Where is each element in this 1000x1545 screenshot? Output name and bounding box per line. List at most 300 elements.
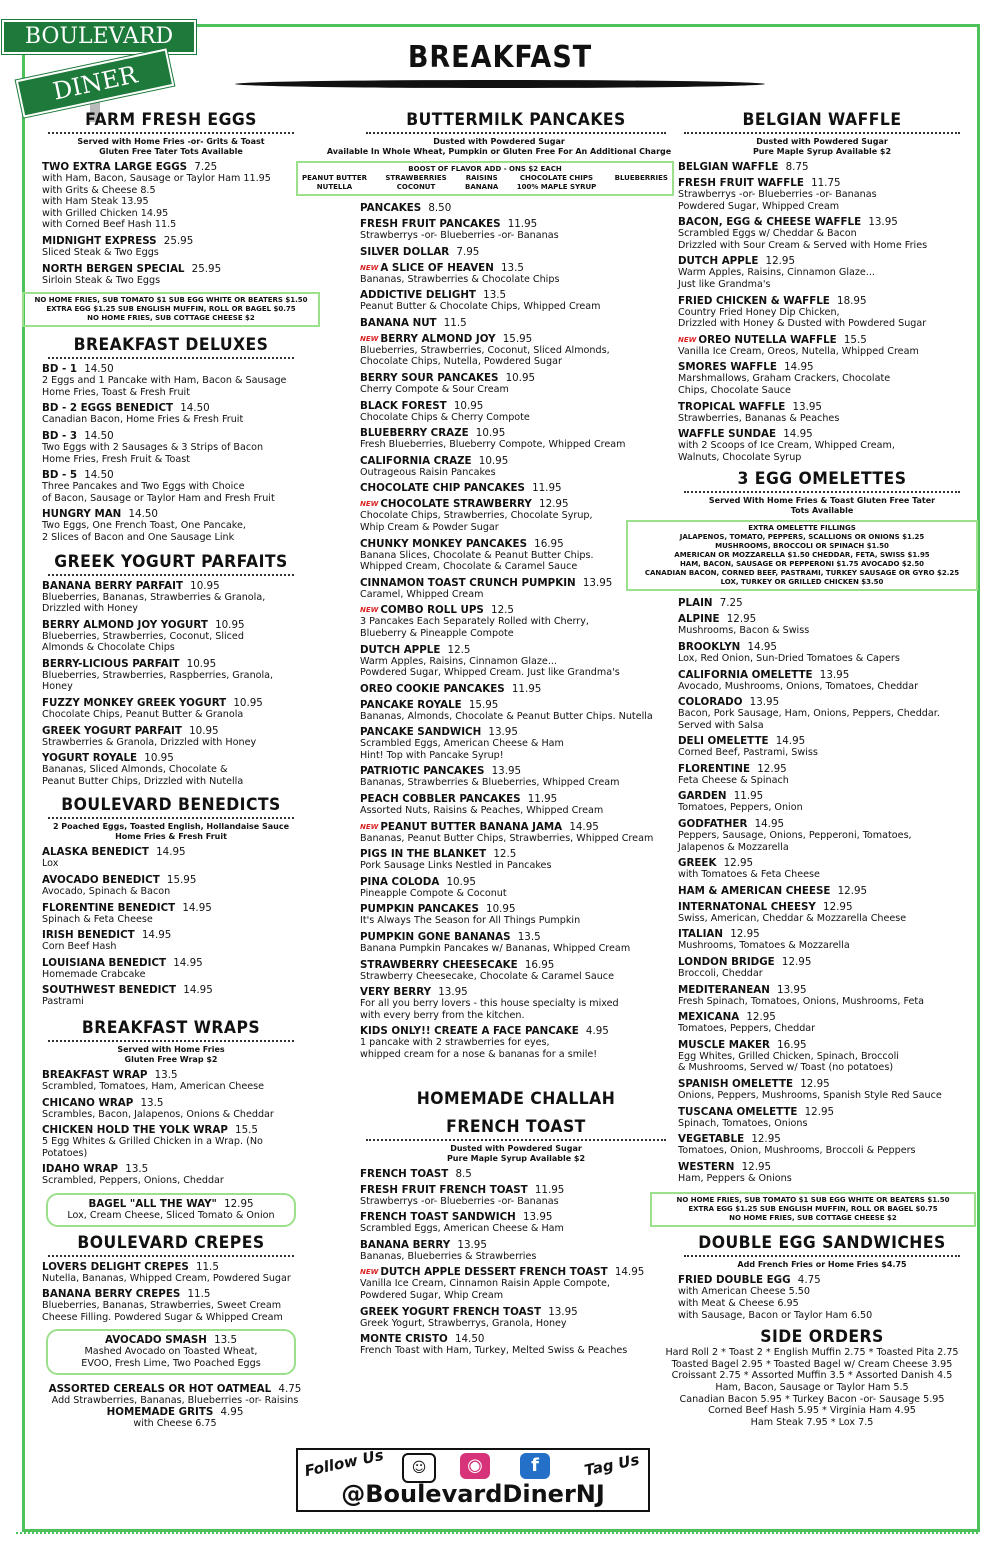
divider <box>48 132 294 134</box>
item-title: HOMEMADE GRITS <box>106 1406 214 1419</box>
menu-item <box>42 874 300 898</box>
item-price: 10.95 <box>189 724 219 737</box>
item-price: 14.95 <box>156 846 186 859</box>
item-price: 13.95 <box>777 983 807 996</box>
divider <box>48 574 294 576</box>
item-price: 13.95 <box>457 1238 487 1251</box>
item-price: 16.95 <box>777 1038 807 1051</box>
menu-item <box>360 1333 672 1357</box>
menu-list <box>42 363 300 543</box>
menu-item <box>42 619 300 654</box>
item-title: CINNAMON TOAST CRUNCH PUMPKIN <box>360 576 576 589</box>
section-heading: FRENCH TOAST <box>446 1116 586 1137</box>
divider <box>48 1255 294 1257</box>
item-title: FRIED CHICKEN & WAFFLE <box>678 294 830 307</box>
item-name <box>42 1069 300 1081</box>
item-price: 12.95 <box>746 1011 776 1024</box>
item-title: BD - 2 EGGS BENEDICT <box>42 402 174 415</box>
item-name <box>360 1306 672 1318</box>
item-desc: Spinach, Tomatoes, Onions <box>678 1117 808 1129</box>
item-desc: Ham, Peppers & Onions <box>678 1172 792 1184</box>
item-title: CHOCOLATE CHIP PANCAKES <box>360 482 525 495</box>
item-name <box>360 317 672 329</box>
item-desc: Chocolate Chips, Peanut Butter & Granola <box>42 709 244 721</box>
menu-item <box>42 469 300 504</box>
item-title: PIGS IN THE BLANKET <box>360 848 487 861</box>
item-title: STRAWBERRY CHEESECAKE <box>360 958 518 971</box>
menu-item <box>42 752 300 787</box>
item-desc: Drizzled with Sour Cream & Served with Home Fries <box>678 239 928 251</box>
item-title: HUNGRY MAN <box>42 508 122 521</box>
item-desc: with Grilled Chicken 14.95 <box>42 207 169 219</box>
item-desc: Powdered Sugar, Whipped Cream <box>678 200 840 212</box>
item-title: BLUEBERRY CRAZE <box>360 427 469 440</box>
item-price: 12.95 <box>751 1133 781 1146</box>
item-desc: with 2 Scoops of Ice Cream, Whipped Cream, <box>678 440 895 452</box>
boost-option: STRAWBERRIES <box>385 174 447 182</box>
sub-line: Gluten Free Tater Tots Available <box>99 147 243 156</box>
item-desc: Caramel, Whipped Cream <box>360 588 484 600</box>
item-title: CHICANO WRAP <box>42 1096 134 1109</box>
item-title: GREEK <box>678 857 717 870</box>
menu-item <box>42 1261 300 1285</box>
sub-line: Pure Maple Syrup Available $2 <box>752 147 892 156</box>
item-desc: Broccoli, Cheddar <box>678 968 763 980</box>
item-price: 16.95 <box>524 958 555 971</box>
menu-item <box>360 427 672 451</box>
item-desc: Peppers, Sausage, Onions, Pepperoni, Tomatoes, <box>678 830 912 842</box>
menu-item <box>678 857 966 881</box>
item-desc: Mushrooms, Tomatoes & Mozzarella <box>678 940 850 952</box>
item-desc: Greek Yogurt, Strawberrys, Granola, Honey <box>360 1317 567 1329</box>
item-title: FRENCH TOAST SANDWICH <box>360 1211 516 1224</box>
item-desc: Drizzled with Honey <box>42 603 138 615</box>
item-name <box>678 361 966 373</box>
sub-line: Home Fries & Fresh Fruit <box>115 832 227 842</box>
new-badge: NEW <box>360 500 379 509</box>
item-title: GODFATHER <box>678 818 748 831</box>
menu-item <box>360 793 672 817</box>
menu-item <box>360 1211 672 1235</box>
title-brush-stroke <box>235 80 765 88</box>
item-name <box>678 1133 966 1145</box>
menu-list <box>678 161 966 463</box>
item-name <box>678 790 966 802</box>
item-title: BROOKLYN <box>678 640 741 653</box>
item-desc: Peanut Butter & Chocolate Chips, Whipped Cream <box>360 301 601 313</box>
item-price: 12.95 <box>823 900 853 913</box>
item-title: BANANA BERRY CREPES <box>42 1288 181 1301</box>
text-line: NO HOME FRIES, SUB TOMATO $1 SUB EGG WHITE OR BEATERS $1.50 <box>34 296 308 305</box>
menu-list <box>360 1168 672 1357</box>
item-name <box>360 876 672 888</box>
item-title: BELGIAN WAFFLE <box>678 161 779 173</box>
item-name <box>360 1239 672 1251</box>
item-desc: Lox, Cream Cheese, Sliced Tomato & Onion <box>67 1209 275 1221</box>
menu-list <box>678 597 966 1184</box>
item-name <box>360 644 672 656</box>
item-price: 15.95 <box>502 332 533 345</box>
item-price: 11.5 <box>187 1288 211 1301</box>
item-price: 7.95 <box>456 245 480 258</box>
sub-line: 2 Poached Eggs, Toasted English, Hollandaise Sauce <box>52 822 290 832</box>
item-name <box>360 726 672 738</box>
item-title: PUMPKIN GONE BANANAS <box>360 931 511 944</box>
divider <box>48 817 294 819</box>
item-name <box>42 725 300 737</box>
boost-option: CHOCOLATE CHIPS <box>519 174 594 182</box>
item-title: DUTCH APPLE <box>678 255 759 268</box>
item-price: 13.95 <box>792 400 822 413</box>
boost-grid <box>302 174 668 192</box>
item-title: ALASKA BENEDICT <box>42 846 149 859</box>
item-desc: For all you berry lovers - this house specialty is mixed <box>360 998 619 1010</box>
section-subtitle <box>320 137 678 157</box>
item-name <box>678 597 966 609</box>
item-title: FLORENTINE <box>678 762 751 775</box>
item-desc: 2 Eggs and 1 Pancake with Ham, Bacon & Sausage <box>42 375 287 387</box>
item-name <box>360 986 672 998</box>
item-desc: Chips, Chocolate Sauce <box>678 384 791 396</box>
item-desc: Country Fried Honey Dip Chicken, <box>678 306 840 318</box>
item-desc: Scrambled, Tomatoes, Ham, American Cheese <box>42 1081 265 1092</box>
item-title: PEANUT BUTTER BANANA JAMA <box>380 820 563 833</box>
text-line: NO HOME FRIES, SUB TOMATO $1 SUB EGG WHITE OR BEATERS $1.50 <box>676 1196 950 1205</box>
menu-item <box>42 508 300 543</box>
boost-box <box>296 161 674 196</box>
menu-item <box>360 289 672 313</box>
menu-item <box>360 202 672 214</box>
item-desc: Scrambled Eggs w/ Cheddar & Bacon <box>678 228 857 240</box>
item-name <box>678 161 966 173</box>
item-name <box>360 400 672 412</box>
text-line: Corned Beef Hash 5.95 * Virginia Ham 4.95 <box>708 1405 916 1417</box>
item-price: 14.95 <box>614 1266 645 1279</box>
item-desc: Strawberrys -or- Blueberries -or- Bananas <box>678 189 877 200</box>
facebook-icon[interactable]: f <box>520 1453 550 1479</box>
item-desc: with Ham, Bacon, Sausage or Taylor Ham 11.95 <box>42 173 271 184</box>
item-title: MUSCLE MAKER <box>678 1038 770 1051</box>
divider <box>366 132 666 134</box>
item-desc: Peanut Butter Chips, Drizzled with Nutella <box>42 775 244 787</box>
text-line: Ham Steak 7.95 * Lox 7.5 <box>750 1416 874 1428</box>
section-heading: DOUBLE EGG SANDWICHES <box>698 1233 946 1254</box>
text-line: Croissant 2.75 * Assorted Muffin 3.5 * Assorted Danish 4.5 <box>671 1370 953 1382</box>
item-title: ADDICTIVE DELIGHT <box>360 289 476 302</box>
item-desc: Blueberries, Bananas, Strawberries, Sweet Cream <box>42 1300 282 1312</box>
menu-item <box>678 818 966 853</box>
item-name <box>678 901 966 913</box>
item-name <box>54 1334 288 1346</box>
menu-item <box>678 334 966 358</box>
item-title: FUZZY MONKEY GREEK YOGURT <box>42 697 227 710</box>
menu-item <box>360 333 672 368</box>
menu-item <box>360 262 672 286</box>
item-price: 14.50 <box>454 1333 485 1346</box>
item-desc: with Grits & Cheese 8.5 <box>42 184 156 196</box>
item-price: 11.95 <box>733 790 764 803</box>
section-heading: FARM FRESH EGGS <box>85 110 257 130</box>
item-price: 13.95 <box>438 986 468 999</box>
menu-item <box>42 984 300 1008</box>
item-name <box>54 1198 288 1210</box>
item-title: BERRY ALMOND JOY YOGURT <box>42 618 208 631</box>
item-desc: Fresh Blueberries, Blueberry Compote, Whipped Cream <box>360 439 626 451</box>
item-desc: Vanilla Ice Cream, Oreos, Nutella, Whipped Cream <box>678 345 919 357</box>
section-heading: GREEK YOGURT PARFAITS <box>54 551 288 572</box>
item-desc: 3 Pancakes Each Separately Rolled with Cherry, <box>360 616 589 628</box>
section-subtitle <box>42 137 300 157</box>
item-desc: Assorted Nuts, Raisins & Peaches, Whipped Cream <box>360 805 604 817</box>
item-title: BREAKFAST WRAP <box>42 1069 148 1081</box>
item-desc: Swiss, American, Cheddar & Mozzarella Cheese <box>678 912 907 924</box>
divider <box>48 357 294 359</box>
item-title: BACON, EGG & CHEESE WAFFLE <box>678 216 862 229</box>
item-name <box>360 821 672 833</box>
item-name <box>360 765 672 777</box>
item-name <box>360 604 672 616</box>
item-title: FRENCH TOAST <box>360 1167 449 1180</box>
item-name <box>678 735 966 747</box>
menu-list <box>42 161 300 286</box>
item-name <box>42 984 300 996</box>
item-name <box>42 929 300 941</box>
item-price: 7.25 <box>719 597 743 610</box>
menu-item <box>360 317 672 329</box>
item-title: PATRIOTIC PANCAKES <box>360 765 485 778</box>
item-price: 12.95 <box>781 956 812 969</box>
text-line: EXTRA EGG $1.25 SUB ENGLISH MUFFIN, ROLL OR BAGEL $0.75 <box>46 305 296 314</box>
menu-item <box>360 726 672 761</box>
item-price: 15.95 <box>468 698 499 711</box>
item-name <box>678 669 966 681</box>
item-desc: 1 pancake with 2 strawberries for eyes, <box>360 1037 550 1049</box>
item-title: DELI OMELETTE <box>678 735 769 748</box>
item-price: 12.95 <box>741 1160 772 1173</box>
item-title: FRESH FRUIT WAFFLE <box>678 177 804 189</box>
item-price: 7.25 <box>194 161 218 173</box>
menu-item <box>42 1124 300 1159</box>
text-line: JALAPENOS, TOMATO, PEPPERS, SCALLIONS OR ONIONS $1.25 <box>679 533 925 542</box>
item-price: 14.95 <box>173 956 203 969</box>
item-price: 14.95 <box>141 929 172 942</box>
item-desc: Tomatoes, Peppers, Onion <box>678 802 803 814</box>
column-middle <box>302 110 672 1357</box>
item-title: HAM & AMERICAN CHEESE <box>678 884 831 897</box>
item-title: BERRY SOUR PANCAKES <box>360 371 499 384</box>
item-price: 4.75 <box>278 1382 302 1395</box>
menu-item <box>360 1266 672 1301</box>
item-desc: Fresh Spinach, Tomatoes, Onions, Mushrooms, Feta <box>678 995 925 1007</box>
menu-item <box>360 959 672 983</box>
item-desc <box>54 1346 288 1369</box>
item-title: NORTH BERGEN SPECIAL <box>42 262 185 275</box>
item-desc: Bananas, Almonds, Chocolate & Peanut Butter Chips. Nutella <box>360 710 653 722</box>
item-price: 14.95 <box>775 735 806 748</box>
item-name <box>678 428 966 440</box>
item-name <box>360 427 672 439</box>
item-price: 11.95 <box>532 482 562 495</box>
menu-item <box>678 613 966 637</box>
menu-item <box>360 246 672 258</box>
menu-item <box>360 683 672 695</box>
section-subtitle <box>42 822 300 842</box>
item-title: GARDEN <box>678 790 727 803</box>
menu-item <box>678 597 966 609</box>
menu-item <box>42 957 300 981</box>
item-desc: Spinach & Feta Cheese <box>42 913 153 925</box>
item-desc: Drizzled with Honey & Dusted with Powdered Sugar <box>678 318 927 330</box>
item-price: 13.95 <box>868 216 898 229</box>
item-price: 11.95 <box>507 218 538 230</box>
item-price: 13.5 <box>483 289 507 302</box>
item-price: 12.5 <box>491 604 514 617</box>
menu-item <box>360 482 672 494</box>
item-title: DUTCH APPLE <box>360 643 441 656</box>
menu-item <box>360 604 672 639</box>
item-desc: with American Cheese 5.50 <box>678 1286 811 1298</box>
item-name <box>360 218 672 230</box>
instagram-icon[interactable]: ◉ <box>460 1453 490 1479</box>
text-line: Toasted Bagel 2.95 * Toasted Bagel w/ Cream Cheese 3.95 <box>671 1358 953 1370</box>
text-line: NO HOME FRIES, SUB COTTAGE CHEESE $2 <box>87 314 255 323</box>
item-title: YOGURT ROYALE <box>42 752 138 765</box>
item-title: CALIFORNIA CRAZE <box>360 454 472 467</box>
item-desc: whipped cream for a nose & bananas for a smile! <box>360 1049 598 1060</box>
item-price: 13.5 <box>154 1069 178 1081</box>
item-name <box>360 1211 672 1223</box>
item-desc: Scrambled Eggs, American Cheese & Ham <box>360 1223 564 1235</box>
text-line: Hard Roll 2 * Toast 2 * English Muffin 2.75 * Toasted Pita 2.75 <box>665 1347 959 1359</box>
tag-us-text: Tag Us <box>583 1450 642 1480</box>
sub-line: Dusted with Powdered Sugar <box>450 1143 582 1153</box>
divider <box>684 132 960 134</box>
menu-item <box>678 1039 966 1074</box>
menu-item <box>678 161 966 173</box>
item-name <box>678 1161 966 1173</box>
item-desc: 2 Slices of Bacon and One Sausage Link <box>42 531 235 543</box>
item-title: GREEK YOGURT PARFAIT <box>42 724 182 737</box>
item-name <box>678 1039 966 1051</box>
item-desc: Walnuts, Chocolate Syrup <box>678 451 802 463</box>
item-title: BD - 3 <box>42 429 78 442</box>
section-heading: BUTTERMILK PANCAKES <box>406 110 626 130</box>
item-title: CHICKEN HOLD THE YOLK WRAP <box>42 1124 228 1137</box>
item-price: 12.95 <box>757 762 787 775</box>
item-desc: Avocado, Mushrooms, Onions, Tomatoes, Cheddar <box>678 680 919 692</box>
divider <box>684 1255 960 1257</box>
item-price: 13.5 <box>501 261 524 274</box>
item-desc: Tomatoes, Peppers, Cheddar <box>678 1023 816 1035</box>
item-name <box>42 469 300 481</box>
item-title: SPANISH OMELETTE <box>678 1078 794 1090</box>
new-badge: NEW <box>360 822 379 831</box>
menu-item <box>42 658 300 693</box>
item-price: 13.5 <box>125 1163 149 1176</box>
item-name <box>42 1097 300 1109</box>
text-line: EVOO, Fresh Lime, Two Poached Eggs <box>81 1357 261 1369</box>
item-desc: Bananas, Sliced Almonds, Chocolate & <box>42 764 228 776</box>
item-price: 13.95 <box>819 668 850 681</box>
item-price: 12.5 <box>447 643 471 656</box>
item-title: SOUTHWEST BENEDICT <box>42 984 177 997</box>
item-desc: Vanilla Ice Cream, Cinnamon Raisin Apple Compote, <box>360 1278 610 1290</box>
item-name <box>360 699 672 711</box>
item-name <box>42 1163 300 1175</box>
item-desc: Cheese Filling. Powdered Sugar & Whipped Cream <box>42 1311 283 1323</box>
menu-list <box>42 846 300 1008</box>
item-desc: Strawberries, Bananas & Peaches <box>678 412 840 424</box>
menu-item <box>360 821 672 845</box>
item-name <box>42 263 300 275</box>
item-title: TWO EXTRA LARGE EGGS <box>42 161 188 173</box>
item-desc: Just like Grandma's <box>678 278 771 290</box>
text-line: EXTRA EGG $1.25 SUB ENGLISH MUFFIN, ROLL OR BAGEL $0.75 <box>688 1205 938 1214</box>
menu-item <box>42 263 300 287</box>
item-desc: Lox, Red Onion, Sun-Dried Tomatoes & Capers <box>678 652 900 664</box>
sub-line: Add French Fries or Home Fries $4.75 <box>737 1260 907 1270</box>
item-desc: Blueberries, Bananas, Strawberries & Granola, <box>42 591 266 603</box>
item-desc: Feta Cheese & Spinach <box>678 774 789 786</box>
boost-option: COCONUT <box>396 183 436 191</box>
item-price: 13.95 <box>582 576 613 589</box>
item-price: 11.95 <box>534 1183 565 1196</box>
item-name <box>678 255 966 267</box>
menu-item <box>678 177 966 212</box>
item-desc: Bananas, Strawberries & Blueberries, Whipped Cream <box>360 777 620 789</box>
item-title: IRISH BENEDICT <box>42 929 135 942</box>
sub-line: Tots Available <box>790 506 854 516</box>
text-line: AMERICAN OR MOZZARELLA $1.50 CHEDDAR, FETA, SWISS $1.95 <box>674 551 930 560</box>
menu-item <box>360 218 672 242</box>
item-title: SILVER DOLLAR <box>360 245 450 258</box>
item-price: 10.95 <box>505 371 536 384</box>
item-price: 14.95 <box>783 428 813 441</box>
item-name <box>42 580 300 592</box>
item-name <box>42 161 300 173</box>
item-name <box>42 363 300 375</box>
menu-item <box>678 295 966 330</box>
item-desc: with Meat & Cheese 6.95 <box>678 1297 799 1309</box>
item-name <box>42 752 300 764</box>
menu-item <box>42 235 300 259</box>
snapchat-icon[interactable]: ☺ <box>402 1453 436 1483</box>
menu-item <box>678 1161 966 1185</box>
menu-item <box>360 1168 672 1180</box>
item-desc: Strawberrys -or- Blueberries -or- Bananas <box>360 230 559 241</box>
item-price: 10.95 <box>446 875 476 888</box>
item-price: 11.5 <box>195 1260 219 1273</box>
item-desc: Jalapenos & Mozzarella <box>678 841 789 853</box>
item-title: BD - 5 <box>42 469 78 482</box>
item-title: PANCAKE SANDWICH <box>360 726 482 739</box>
item-name <box>30 1406 320 1418</box>
menu-item <box>678 696 966 731</box>
item-title: FLORENTINE BENEDICT <box>42 901 176 914</box>
item-title: BANANA BERRY PARFAIT <box>42 579 183 592</box>
item-name <box>678 928 966 940</box>
section-heading: 3 EGG OMELETTES <box>737 469 907 490</box>
boost-option: PEANUT BUTTER <box>302 174 367 182</box>
menu-item <box>678 901 966 925</box>
section-heading: BREAKFAST DELUXES <box>73 335 269 356</box>
item-desc: Powdered Sugar, Whipped Cream. Just like Grandma's <box>360 667 620 679</box>
social-handle[interactable]: @BoulevardDinerNJ <box>341 1480 605 1508</box>
item-desc: Lox <box>42 858 59 870</box>
item-price: 4.95 <box>220 1406 244 1419</box>
item-name <box>678 763 966 775</box>
column-left <box>34 110 308 1430</box>
